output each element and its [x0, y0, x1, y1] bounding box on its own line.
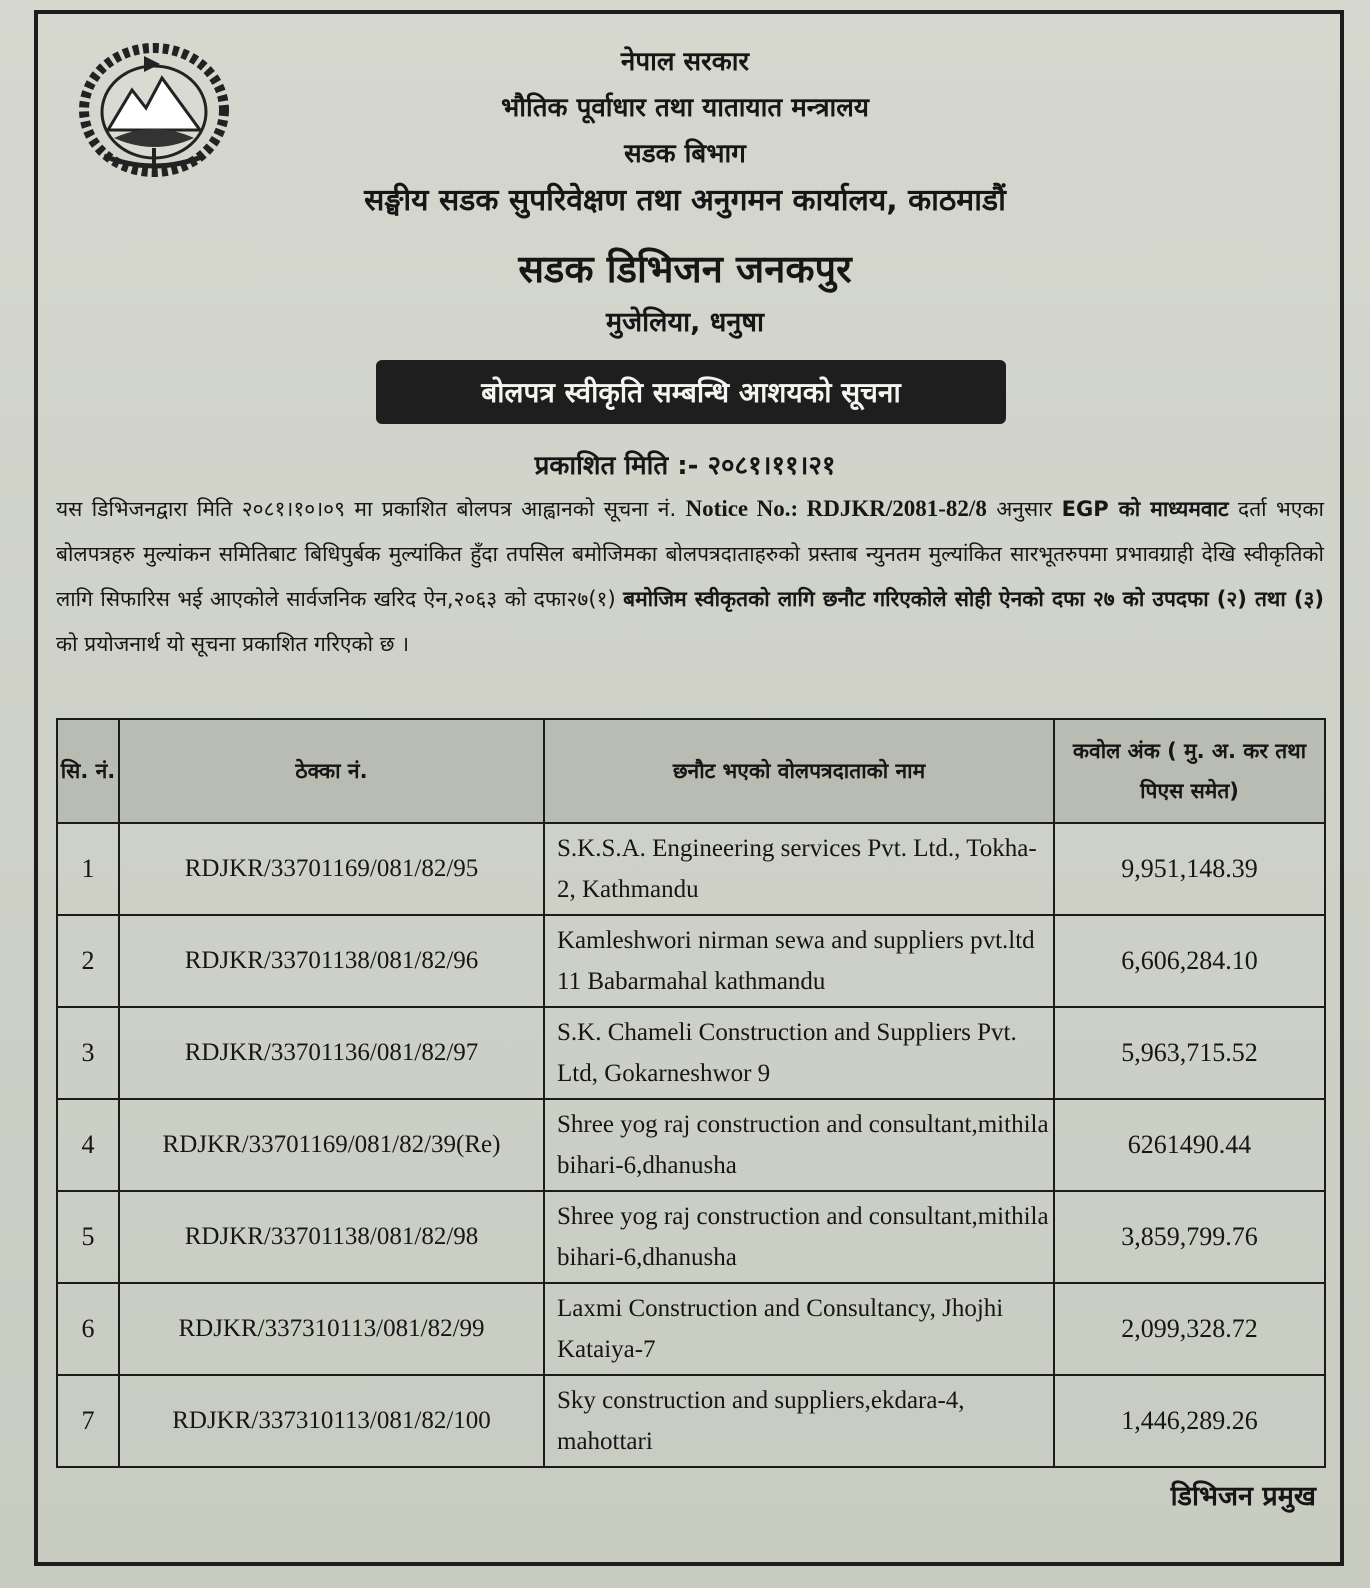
header-amount: कवोल अंक ( मु. अ. कर तथा पिएस समेत): [1054, 719, 1325, 823]
header-contract-no: ठेक्का नं.: [119, 719, 544, 823]
row-contract-no: RDJKR/33701138/081/82/96: [119, 915, 544, 1007]
signature-title: डिभिजन प्रमुख: [1170, 1481, 1316, 1512]
ministry-name: भौतिक पूर्वाधार तथा यातायात मन्त्रालय: [500, 93, 870, 123]
row-amount: 6261490.44: [1054, 1099, 1325, 1191]
notice-body: [56, 486, 1324, 667]
header-bidder: छनौट भएको वोलपत्रदाताको नाम: [544, 719, 1054, 823]
body-bold-part: बमोजिम स्वीकृतको लागि छनौट गरिएकोले सोही ऐनको दफा २७ को उपदफा (२) तथा (३): [623, 587, 1324, 611]
row-amount: 1,446,289.26: [1054, 1375, 1325, 1467]
row-sn: 6: [57, 1283, 119, 1375]
header-sn: सि. नं.: [57, 719, 119, 823]
row-amount: 5,963,715.52: [1054, 1007, 1325, 1099]
row-contract-no: RDJKR/337310113/081/82/99: [119, 1283, 544, 1375]
egp-phrase: EGP को माध्यमवाट: [1061, 497, 1229, 521]
body-part-1: यस डिभिजनद्वारा मिति २०८१।१०।०९ मा प्रकाशित बोलपत्र आह्वानको सूचना नं.: [56, 497, 686, 521]
row-sn: 4: [57, 1099, 119, 1191]
row-bidder: S.K.S.A. Engineering services Pvt. Ltd., Tokha-2, Kathmandu: [544, 823, 1054, 915]
division-location: मुजेलिया, धनुषा: [606, 307, 764, 338]
row-bidder: Shree yog raj construction and consultant,mithila bihari-6,dhanusha: [544, 1099, 1054, 1191]
government-name: नेपाल सरकार: [620, 47, 750, 77]
row-amount: 3,859,799.76: [1054, 1191, 1325, 1283]
table-row: [57, 1099, 1325, 1191]
table-row: [57, 1283, 1325, 1375]
body-part-4: को प्रयोजनार्थ यो सूचना प्रकाशित गरिएको छ ।: [56, 632, 410, 656]
row-contract-no: RDJKR/337310113/081/82/100: [119, 1375, 544, 1467]
row-amount: 9,951,148.39: [1054, 823, 1325, 915]
row-contract-no: RDJKR/33701169/081/82/95: [119, 823, 544, 915]
row-bidder: Kamleshwori nirman sewa and suppliers pvt.ltd 11 Babarmahal kathmandu: [544, 915, 1054, 1007]
row-sn: 2: [57, 915, 119, 1007]
published-date: प्रकाशित मिति :- २०८१।११।२१: [534, 451, 836, 481]
table-row: [57, 915, 1325, 1007]
row-contract-no: RDJKR/33701138/081/82/98: [119, 1191, 544, 1283]
table-row: [57, 1007, 1325, 1099]
notice-number: Notice No.: RDJKR/2081-82/8: [685, 496, 987, 521]
selected-bidders-table: [56, 718, 1326, 1468]
table-row: [57, 1375, 1325, 1467]
division-name: सडक डिभिजन जनकपुर: [518, 247, 852, 291]
department-name: सडक बिभाग: [624, 139, 746, 169]
row-sn: 5: [57, 1191, 119, 1283]
table-row: [57, 823, 1325, 915]
row-bidder: Laxmi Construction and Consultancy, Jhojhi Kataiya-7: [544, 1283, 1054, 1375]
row-bidder: Sky construction and suppliers,ekdara-4, mahottari: [544, 1375, 1054, 1467]
table-row: [57, 1191, 1325, 1283]
body-part-2: अनुसार: [986, 497, 1062, 521]
table-header-row: [57, 719, 1325, 823]
row-bidder: S.K. Chameli Construction and Suppliers Pvt. Ltd, Gokarneshwor 9: [544, 1007, 1054, 1099]
row-sn: 7: [57, 1375, 119, 1467]
notice-title: बोलपत्र स्वीकृति सम्बन्धि आशयको सूचना: [481, 376, 901, 409]
office-name: सङ्घीय सडक सुपरिवेक्षण तथा अनुगमन कार्यालय, काठमाडौं: [364, 183, 1006, 218]
row-amount: 2,099,328.72: [1054, 1283, 1325, 1375]
row-contract-no: RDJKR/33701169/081/82/39(Re): [119, 1099, 544, 1191]
notice-title-banner: [376, 360, 1006, 424]
row-sn: 3: [57, 1007, 119, 1099]
row-contract-no: RDJKR/33701136/081/82/97: [119, 1007, 544, 1099]
row-bidder: Shree yog raj construction and consultant,mithila bihari-6,dhanusha: [544, 1191, 1054, 1283]
row-amount: 6,606,284.10: [1054, 915, 1325, 1007]
row-sn: 1: [57, 823, 119, 915]
body-part-3: दर्ता भएका बोलपत्रहरु मुल्यांकन समितिबाट बिधिपुर्बक मुल्यांकित हुँदा तपसिल बमोजिमका बोलपत्रदाताहरुको प्रस्ताब न्युनतम मुल्यांकित सारभूतरुपमा प्रभावग्राही देखि स्वीकृतिको लागि सिफारिस भई आएकोले सार्वजनिक खरिद ऐन,२०६३ को दफा२७(१): [56, 497, 1324, 611]
